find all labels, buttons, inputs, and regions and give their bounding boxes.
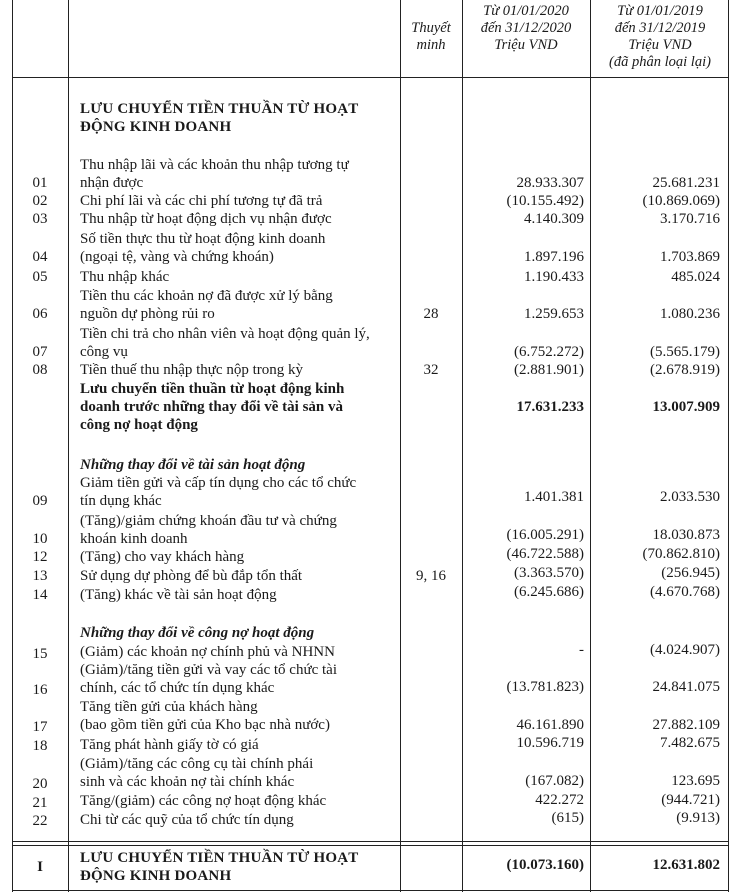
row-desc: Tiền thuế thu nhập thực nộp trong kỳ <box>80 362 303 378</box>
subtotal-desc-line: công nợ hoạt động <box>80 417 198 433</box>
row-value-2019: 1.080.236 <box>660 306 720 322</box>
total-desc-line: ĐỘNG KINH DOANH <box>80 868 232 884</box>
row-code: 09 <box>32 493 48 509</box>
row-code: 17 <box>32 719 48 735</box>
row-value-2020: 1.897.196 <box>524 249 584 265</box>
row-value-2020: (167.082) <box>525 773 584 789</box>
row-desc <box>80 474 356 510</box>
row-value-2019: 18.030.873 <box>652 527 720 543</box>
row-desc: (Tăng) cho vay khách hàng <box>80 549 245 565</box>
row-value-2019: (2.678.919) <box>650 362 720 378</box>
subtotal-value-2020: 17.631.233 <box>516 399 584 415</box>
header-2019 <box>592 3 728 71</box>
row-code: 01 <box>32 175 48 191</box>
row-desc-line: tín dụng khác <box>80 493 162 509</box>
row-desc-line: (Giảm)/tăng các công cụ tài chính phái <box>80 756 314 772</box>
header-2020-line: Triệu VND <box>494 37 558 53</box>
row-desc: Sử dụng dự phòng để bù đắp tổn thất <box>80 568 303 584</box>
section-title-line: LƯU CHUYỂN TIỀN THUẦN TỪ HOẠT <box>80 101 359 117</box>
border-right <box>728 0 729 892</box>
row-value-2020: 1.401.381 <box>524 489 584 505</box>
row-code: 13 <box>32 568 48 584</box>
row-desc-line: (Tăng)/giảm chứng khoán đầu tư và chứng <box>80 513 337 529</box>
row-value-2020: 28.933.307 <box>516 175 584 191</box>
row-value-2020: (2.881.901) <box>514 362 584 378</box>
section-title-line: ĐỘNG KINH DOANH <box>80 119 232 135</box>
row-value-2020: 46.161.890 <box>516 717 584 733</box>
row-value-2019: 27.882.109 <box>652 717 720 733</box>
row-value-2020: (13.781.823) <box>506 679 584 695</box>
row-code: 06 <box>32 306 48 322</box>
row-value-2019: (5.565.179) <box>650 344 720 360</box>
row-value-2020: (6.752.272) <box>514 344 584 360</box>
total-value-2019: 12.631.802 <box>652 857 720 873</box>
bottom-border <box>12 890 729 891</box>
row-code: 04 <box>32 249 48 265</box>
row-code: 21 <box>32 795 48 811</box>
row-code: 20 <box>32 776 48 792</box>
row-value-2019: 24.841.075 <box>652 679 720 695</box>
header-divider <box>12 77 729 78</box>
header-2019-line: Triệu VND <box>628 37 692 53</box>
row-note: 32 <box>423 362 439 378</box>
row-code: 12 <box>32 549 48 565</box>
row-value-2020: (615) <box>551 810 584 826</box>
row-desc <box>80 287 333 323</box>
row-value-2020: 1.190.433 <box>524 269 584 285</box>
header-2020-line: đến 31/12/2020 <box>480 20 572 36</box>
row-desc-line: khoán kinh doanh <box>80 531 188 547</box>
row-code: 03 <box>32 211 48 227</box>
row-value-2019: (10.869.069) <box>642 193 720 209</box>
column-divider-2020 <box>590 0 591 892</box>
row-value-2019: (256.945) <box>661 565 720 581</box>
row-code: 14 <box>32 587 48 603</box>
total-divider-top-double <box>12 845 729 846</box>
row-desc-line: Tăng tiền gửi của khách hàng <box>80 699 258 715</box>
row-code: 07 <box>32 344 48 360</box>
row-value-2019: 3.170.716 <box>660 211 720 227</box>
total-code: I <box>37 859 43 875</box>
row-value-2019: 1.703.869 <box>660 249 720 265</box>
row-value-2020: (3.363.570) <box>514 565 584 581</box>
row-value-2019: (4.670.768) <box>650 584 720 600</box>
row-desc: Tăng/(giảm) các công nợ hoạt động khác <box>80 793 327 809</box>
row-desc: Thu nhập từ hoạt động dịch vụ nhận được <box>80 211 332 227</box>
row-desc <box>80 698 330 734</box>
header-2020-line: Từ 01/01/2020 <box>483 3 569 19</box>
row-value-2019: (4.024.907) <box>650 642 720 658</box>
row-desc-line: công vụ <box>80 344 128 360</box>
row-desc-line: nhận được <box>80 175 144 191</box>
row-code: 02 <box>32 193 48 209</box>
row-value-2019: 485.024 <box>671 269 720 285</box>
row-desc-line: (bao gồm tiền gửi của Kho bạc nhà nước) <box>80 717 330 733</box>
total-desc <box>80 849 358 885</box>
header-note <box>402 20 460 54</box>
row-value-2019: (70.862.810) <box>642 546 720 562</box>
subtotal-value-2019: 13.007.909 <box>652 399 720 415</box>
row-desc-line: Giảm tiền gửi và cấp tín dụng cho các tổ chức <box>80 475 357 491</box>
row-code: 10 <box>32 531 48 547</box>
row-desc-line: Tiền chi trả cho nhân viên và hoạt động quản lý, <box>80 326 370 342</box>
row-desc-line: Số tiền thực thu từ hoạt động kinh doanh <box>80 231 326 247</box>
row-value-2020: 422.272 <box>535 792 584 808</box>
row-code: 15 <box>32 646 48 662</box>
row-desc-line: (Giảm)/tăng tiền gửi và vay các tổ chức tài <box>80 662 337 678</box>
row-value-2020: (16.005.291) <box>506 527 584 543</box>
row-desc <box>80 661 337 697</box>
row-desc-line: sinh và các khoản nợ tài chính khác <box>80 774 295 790</box>
liabilities-section-title: Những thay đổi về công nợ hoạt động <box>80 625 315 641</box>
row-value-2020: (46.722.588) <box>506 546 584 562</box>
row-desc: Chi từ các quỹ của tổ chức tín dụng <box>80 812 294 828</box>
row-desc <box>80 230 325 266</box>
row-desc <box>80 156 349 192</box>
row-note: 9, 16 <box>416 568 446 584</box>
column-divider-note <box>462 0 463 892</box>
subtotal-desc-line: Lưu chuyển tiền thuần từ hoạt động kinh <box>80 381 345 397</box>
row-value-2019: 7.482.675 <box>660 735 720 751</box>
row-desc-line: Tiền thu các khoản nợ đã được xử lý bằng <box>80 288 333 304</box>
row-desc-line: Thu nhập lãi và các khoản thu nhập tương tự <box>80 157 349 173</box>
row-value-2019: (9.913) <box>676 810 720 826</box>
row-desc <box>80 325 370 361</box>
row-desc-line: chính, các tổ chức tín dụng khác <box>80 680 275 696</box>
header-note-line: Thuyết <box>411 20 451 36</box>
row-desc-line: (ngoại tệ, vàng và chứng khoán) <box>80 249 274 265</box>
total-value-2020: (10.073.160) <box>506 857 584 873</box>
assets-section-title: Những thay đổi về tài sản hoạt động <box>80 457 306 473</box>
row-code: 18 <box>32 738 48 754</box>
row-value-2020: 10.596.719 <box>516 735 584 751</box>
row-desc <box>80 755 313 791</box>
header-2020 <box>464 3 588 54</box>
subtotal-desc-line: doanh trước những thay đổi về tài sản và <box>80 399 344 415</box>
total-divider-top <box>12 841 729 842</box>
row-value-2019: 2.033.530 <box>660 489 720 505</box>
row-value-2019: 123.695 <box>671 773 720 789</box>
row-desc: (Tăng) khác về tài sản hoạt động <box>80 587 277 603</box>
column-divider-code <box>68 0 69 892</box>
header-note-line: minh <box>416 37 446 53</box>
total-desc-line: LƯU CHUYỂN TIỀN THUẦN TỪ HOẠT <box>80 850 359 866</box>
row-code: 16 <box>32 682 48 698</box>
row-code: 08 <box>32 362 48 378</box>
row-value-2020: - <box>579 642 584 658</box>
column-divider-description <box>400 0 401 892</box>
row-value-2020: (6.245.686) <box>514 584 584 600</box>
subtotal-desc <box>80 380 344 434</box>
row-value-2020: (10.155.492) <box>506 193 584 209</box>
border-left <box>12 0 13 892</box>
row-note: 28 <box>423 306 439 322</box>
header-2019-line: (đã phân loại lại) <box>609 54 711 70</box>
row-value-2020: 1.259.653 <box>524 306 584 322</box>
row-value-2019: (944.721) <box>661 792 720 808</box>
row-desc: Chi phí lãi và các chi phí tương tự đã trả <box>80 193 323 209</box>
row-code: 22 <box>32 813 48 829</box>
row-value-2019: 25.681.231 <box>652 175 720 191</box>
header-2019-line: Từ 01/01/2019 <box>617 3 703 19</box>
row-desc-line: nguồn dự phòng rủi ro <box>80 306 215 322</box>
row-desc: (Giảm) các khoản nợ chính phủ và NHNN <box>80 644 335 660</box>
row-value-2020: 4.140.309 <box>524 211 584 227</box>
row-desc <box>80 512 337 548</box>
row-code: 05 <box>32 269 48 285</box>
header-2019-line: đến 31/12/2019 <box>614 20 706 36</box>
section-title <box>80 100 358 136</box>
row-desc: Thu nhập khác <box>80 269 170 285</box>
row-desc: Tăng phát hành giấy tờ có giá <box>80 737 259 753</box>
